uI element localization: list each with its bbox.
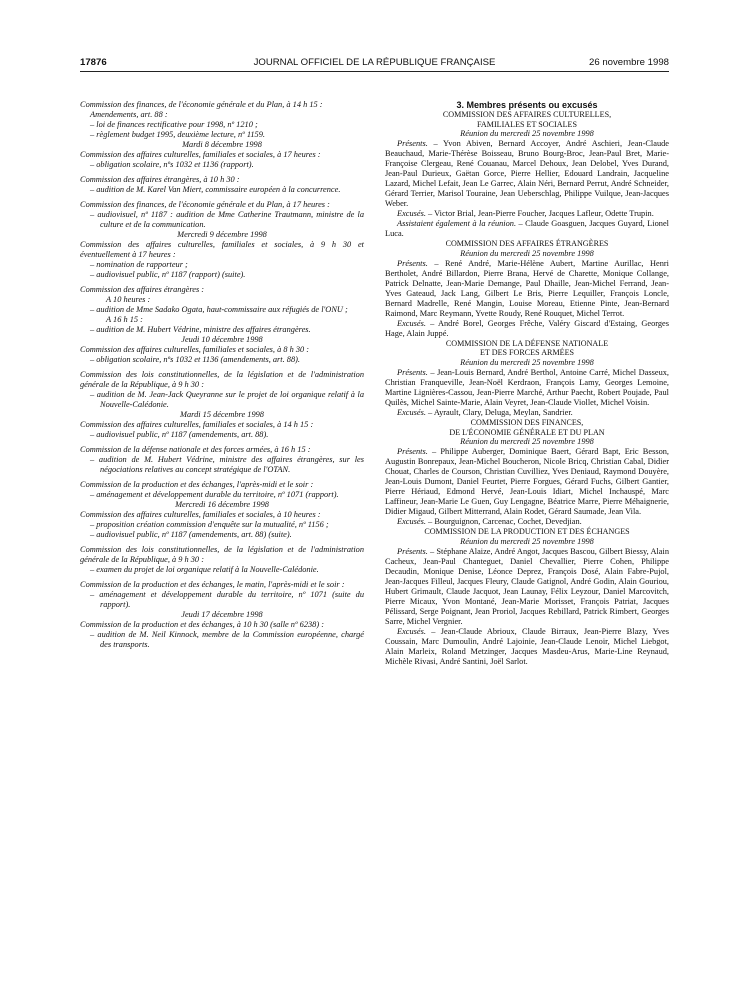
meeting-date: Réunion du mercredi 25 novembre 1998 [460, 536, 594, 546]
commission-heading: Commission des finances, de l'économie générale et du Plan, à 17 heures : [80, 200, 330, 209]
commission-title: COMMISSION DES FINANCES, DE L'ÉCONOMIE GÉNÉRALE ET DU PLAN [449, 417, 605, 437]
commission-heading: Commission des affaires culturelles, familiales et sociales, à 14 h 15 : [80, 420, 314, 429]
agenda-item: – audiovisuel public, nº 1187 (amendements, art. 88) (suite). [90, 530, 292, 539]
agenda-item: – obligation scolaire, nºs 1032 et 1136 (amendements, art. 88). [90, 355, 300, 364]
excused-list: Excusés. – Bourguignon, Carcenac, Cochet, Devedjian. [397, 517, 582, 527]
commission-heading: Commission des affaires étrangères : [80, 285, 205, 294]
agenda-item: – audiovisuel, nº 1187 : audition de Mme Catherine Trautmann, ministre de la culture et de la communication. [90, 210, 364, 229]
excused-list: Excusés. – Ayrault, Clary, Deluga, Meylan, Sandrier. [397, 407, 573, 417]
excused-list: Excusés. – Jean-Claude Abrioux, Claude Birraux, Jean-Pierre Blazy, Yves Coussain, Marc Dumoulin, André Lajoinie, Jean-Claude Lenoir, Michel Liebgot, Alain Marleix, Roland Metzinger, Jacques Masdeu-Arus, Marie-Line Reynaud, Michèle Rivasi, André Santini, Joël Sarlot. [385, 626, 669, 666]
agenda-item: – nomination de rapporteur ; [90, 260, 188, 269]
agenda-item: – examen du projet de loi organique relatif à la Nouvelle-Calédonie. [90, 565, 319, 574]
day-heading: Mardi 15 décembre 1998 [180, 410, 264, 419]
commission-heading: Commission des affaires culturelles, familiales et sociales, à 10 heures : [80, 510, 321, 519]
meeting-date: Réunion du mercredi 25 novembre 1998 [460, 437, 594, 447]
time-subheading: A 16 h 15 : [106, 315, 143, 324]
agenda-item: – aménagement et développement durable du territoire, nº 1071 (rapport). [90, 490, 339, 499]
agenda-item: – audition de M. Hubert Védrine, ministre des affaires étrangères, sur les négociations relatives au concept stratégique de l'OTAN. [90, 455, 364, 474]
meeting-date: Réunion du mercredi 25 novembre 1998 [460, 248, 594, 258]
agenda-item: – audition de M. Karel Van Miert, commissaire européen à la concurrence. [90, 185, 341, 194]
commission-heading: Commission des finances, de l'économie générale et du Plan, à 14 h 15 : [80, 100, 323, 109]
day-heading: Mardi 8 décembre 1998 [182, 140, 262, 149]
present-list: Présents. – Philippe Auberger, Dominique Baert, Gérard Bapt, Eric Besson, Augustin Bonrepaux, Jean-Michel Boucheron, Nicole Bricq, Christian Cabal, Didier Chouat, Charles de Courson, Christian Cuvilliez, Yves Deniaud, Raymond Douyère, Jean-Louis Dumont, Daniel Feurtet, Pierre Forgues, Gérard Fuchs, Gilbert Gantier, Pierre Hériaud, Edmond Hervé, Jean-Louis Idiart, Michel Inchauspé, Marc Laffineur, Jean-Marie Le Guen, Guy Lengagne, Béatrice Marre, Pierre Méhaignerie, Didier Migaud, Gilbert Mitterrand, Alain Rodet, Gérard Saumade, Jean Vila. [385, 447, 669, 517]
agenda-item: – audiovisuel public, nº 1187 (rapport) (suite). [90, 270, 246, 279]
agenda-item: – audition de Mme Sadako Ogata, haut-commissaire aux réfugiés de l'ONU ; [90, 305, 348, 314]
commission-heading: Commission des affaires étrangères, à 10 h 30 : [80, 175, 240, 184]
time-subheading: A 10 heures : [106, 295, 151, 304]
commission-heading: Commission de la défense nationale et des forces armées, à 16 h 15 : [80, 445, 311, 454]
agenda-item: – règlement budget 1995, deuxième lecture, nº 1159. [90, 130, 265, 139]
day-heading: Jeudi 10 décembre 1998 [181, 335, 263, 344]
section-title: 3. Membres présents ou excusés [456, 100, 598, 110]
commission-heading: Commission de la production et des échanges, le matin, l'après-midi et le soir : [80, 580, 345, 589]
right-column [385, 100, 669, 667]
commission-heading: Commission de la production et des échanges, à 10 h 30 (salle nº 6238) : [80, 620, 324, 629]
issue-date: 26 novembre 1998 [588, 57, 669, 68]
agenda-item: – proposition création commission d'enquête sur la mutualité, nº 1156 ; [90, 520, 329, 529]
commission-title: COMMISSION DES AFFAIRES CULTURELLES, FAMILIALES ET SOCIALES [442, 110, 612, 129]
commission-heading: Commission des lois constitutionnelles, de la législation et de l'administration générale de la République, à 9 h 30 : [80, 370, 364, 389]
commission-title: COMMISSION DES AFFAIRES ÉTRANGÈRES [445, 239, 609, 249]
header-rule [80, 71, 669, 72]
day-heading: Mercredi 9 décembre 1998 [177, 230, 267, 239]
day-heading: Mercredi 16 décembre 1998 [175, 500, 269, 509]
commission-heading: Commission des lois constitutionnelles, de la législation et de l'administration générale de la République, à 9 h 30 : [80, 545, 364, 564]
commission-heading: Commission des affaires culturelles, familiales et sociales, à 9 h 30 et éventuellement à 17 heures : [80, 240, 364, 259]
journal-title: JOURNAL OFFICIEL DE LA RÉPUBLIQUE FRANÇAISE [253, 57, 496, 68]
day-heading: Jeudi 17 décembre 1998 [181, 610, 263, 619]
page-number: 17876 [80, 57, 107, 68]
meeting-date: Réunion du mercredi 25 novembre 1998 [460, 129, 594, 139]
agenda-item: – audition de M. Neil Kinnock, membre de la Commission européenne, chargé des transports. [90, 630, 364, 649]
present-list: Présents. – Stéphane Alaize, André Angot, Jacques Bascou, Gilbert Biessy, Alain Cacheux, Jean-Paul Chanteguet, Daniel Chevallier, Pierre Cohen, Philippe Decaudin, Monique Denise, Léonce Deprez, François Dosé, Alain Fabre-Pujol, Jean-Jacques Filleul, Jacques Fleury, Claude Gatignol, André Godin, Alain Gouriou, Hubert Grimault, Claude Jacquot, Jean Launay, Félix Leyzour, Daniel Marcovitch, Pierre Micaux, Yvon Montané, Jean-Marie Morisset, François Patriat, Jacques Pélissard, Serge Poignant, Jean Proriol, Jacques Rebillard, Patrick Rimbert, Georges Sarre, Michel Vergnier. [385, 546, 669, 626]
present-list: Présents. – Yvon Abiven, Bernard Accoyer, André Aschieri, Jean-Claude Beauchaud, Marie-Thérèse Boisseau, Bruno Bourg-Broc, Jean-Paul Bret, Marie-Françoise Clergeau, René Couanau, Marcel Dehoux, Jean Delobel, Yves Durand, Jean-Paul Durieux, Gaëtan Gorce, Pierre Hellier, Edouard Landrain, Jacqueline Lazard, Michel Lefait, Jean Le Garrec, Alain Néri, Bernard Perrut, André Schneider, Gérard Terrier, Marisol Touraine, Jean Ueberschlag, Philippe Vuilque, Jean-Jacques Weber. [385, 139, 669, 209]
agenda-subheading: Amendements, art. 88 : [90, 110, 168, 119]
page-header [80, 57, 669, 71]
commission-heading: Commission de la production et des échanges, l'après-midi et le soir : [80, 480, 314, 489]
commission-title: COMMISSION DE LA DÉFENSE NATIONALE ET DES FORCES ARMÉES [445, 338, 609, 358]
agenda-item: – audition de M. Jean-Jack Queyranne sur le projet de loi organique relatif à la Nouvelle-Calédonie. [90, 390, 364, 409]
present-list: Présents. – René André, Marie-Hélène Aubert, Martine Aurillac, Henri Bertholet, André Billardon, Pierre Brana, Hervé de Charette, Monique Collange, Patrick Delnatte, Jean-Marie Demange, Paul Dhaille, Jean-Michel Ferrand, Jean-Yves Gateaud, Jack Lang, Gilbert Le Bris, Pierre Lequiller, François Loncle, Bernard Madrelle, René Mangin, Louise Moreau, Etienne Pinte, Jean-Bernard Raimond, Marc Reymann, Yvette Roudy, René Rouquet, Michel Terrot. [385, 258, 669, 318]
left-column [80, 100, 364, 650]
agenda-item: – obligation scolaire, nºs 1032 et 1136 (rapport). [90, 160, 254, 169]
present-list: Présents. – Jean-Louis Bernard, André Berthol, Antoine Carré, Michel Dasseux, Christian Franqueville, Jean-Noël Kerdraon, François Lamy, Georges Lemoine, Martine Lignières-Cassou, Jean-Pierre Marché, Arthur Paecht, Robert Poujade, Paul Quilès, Michel Sainte-Marie, Alain Veyret, Jean-Claude Viollet, Michel Voisin. [385, 367, 669, 407]
commission-heading: Commission des affaires culturelles, familiales et sociales, à 8 h 30 : [80, 345, 310, 354]
also-present-list: Assistaient également à la réunion. – Claude Goasguen, Jacques Guyard, Lionel Luca. [385, 219, 669, 239]
meeting-date: Réunion du mercredi 25 novembre 1998 [460, 357, 594, 367]
excused-list: Excusés. – Victor Brial, Jean-Pierre Foucher, Jacques Lafleur, Odette Trupin. [397, 209, 654, 219]
agenda-item: – aménagement et développement durable du territoire, nº 1071 (suite du rapport). [90, 590, 364, 609]
excused-list: Excusés. – André Borel, Georges Frêche, Valéry Giscard d'Estaing, Georges Hage, Alain Juppé. [385, 318, 669, 338]
commission-title: COMMISSION DE LA PRODUCTION ET DES ÉCHANGES [424, 527, 630, 537]
commission-heading: Commission des affaires culturelles, familiales et sociales, à 17 heures : [80, 150, 321, 159]
agenda-item: – audition de M. Hubert Védrine, ministre des affaires étrangères. [90, 325, 311, 334]
agenda-item: – loi de finances rectificative pour 1998, nº 1210 ; [90, 120, 258, 129]
agenda-item: – audiovisuel public, nº 1187 (amendements, art. 88). [90, 430, 269, 439]
